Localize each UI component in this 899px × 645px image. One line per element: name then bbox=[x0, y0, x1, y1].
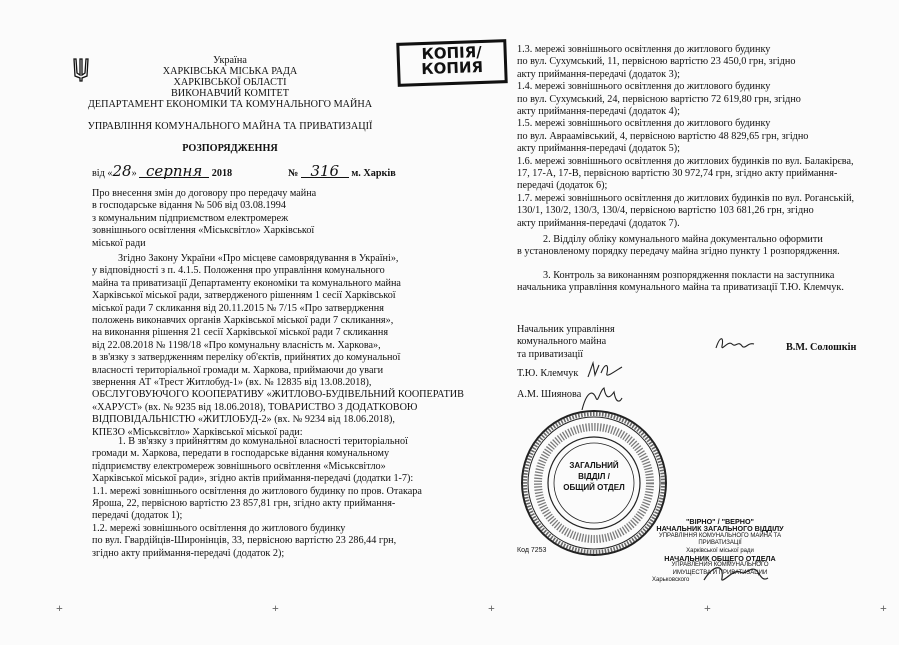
number-line bbox=[288, 162, 396, 180]
item-line: акту приймання-передачі (додаток 3); bbox=[517, 68, 680, 80]
signatory-title bbox=[517, 324, 615, 361]
item-line: передачі (додаток 1); bbox=[92, 510, 183, 522]
coordinator-1: Т.Ю. Клемчук bbox=[517, 368, 579, 379]
item-line: 1.5. мережі зовнішнього освітлення до житлового будинку bbox=[517, 118, 771, 130]
signature-icon bbox=[700, 560, 770, 588]
item-line: 1.2. мережі зовнішнього освітлення до житлового будинку bbox=[92, 522, 346, 534]
certified-stamp-line: УПРАВЛЕНИЯ КОММУНАЛЬНОГО ИМУЩЕСТВА И ПРИВАТИЗАЦИИ bbox=[671, 562, 769, 576]
item-line: по вул. Сухумський, 11, первісною вартістю 23 450,0 грн, згідно bbox=[517, 56, 796, 68]
item-line: 1.1. мережі зовнішнього освітлення до житлового будинку по пров. Отакара bbox=[92, 485, 422, 497]
item-line: підприємству електромереж зовнішнього освітлення «Міськсвітло» bbox=[92, 460, 386, 472]
subject-line: міської ради bbox=[92, 237, 146, 249]
copy-stamp bbox=[396, 39, 507, 87]
preamble-line: майна та приватизації Департаменту економіки та комунального майна bbox=[92, 277, 401, 289]
date-year: 2018 bbox=[211, 168, 233, 179]
date-line bbox=[92, 162, 233, 180]
scan-mark: + bbox=[56, 601, 63, 615]
doc-type-title: РОЗПОРЯДЖЕННЯ bbox=[182, 143, 278, 154]
item-line: акту приймання-передачі (додаток 7). bbox=[517, 217, 680, 229]
item-line: в установленому порядку передачу майна згідно пункту 1 розпорядження. bbox=[517, 246, 840, 258]
item-line: 1.4. мережі зовнішнього освітлення до житлового будинку bbox=[517, 81, 771, 93]
preamble-line: ОБСЛУГОВУЮЧОГО КООПЕРАТИВУ «ЖИТЛОВО-БУДІВЕЛЬНИЙ КООПЕРАТИВ bbox=[92, 389, 464, 401]
preamble-line: положень виконавчих органів Харківської міської ради 7 скликання», bbox=[92, 315, 394, 327]
seal-center-text bbox=[553, 460, 635, 493]
preamble-line: ВІДПОВІДАЛЬНІСТЮ «ЖИТЛОБУД-2» (вх. № 9234 від 18.06.2018), bbox=[92, 414, 395, 426]
coordinator-2: А.М. Шиянова bbox=[517, 389, 582, 400]
seal-text-line: ЗАГАЛЬНИЙ bbox=[569, 461, 619, 470]
subject-block bbox=[92, 188, 326, 250]
signatory-title-line: комунального майна bbox=[517, 336, 607, 348]
preamble-line: від 22.08.2018 № 1198/18 «Про комунальну власність м. Харкова», bbox=[92, 339, 381, 351]
item-line: 17, 17-А, 17-В, первісною вартістю 30 972,74 грн, згідно акту приймання- bbox=[517, 168, 838, 180]
initials-icon bbox=[585, 359, 625, 381]
seal-text-line: ВІДДІЛ / bbox=[578, 472, 610, 481]
preamble-line: «ХАРУСТ» (вх. № 9235 від 18.06.2018), ТОВАРИСТВО З ДОДАТКОВОЮ bbox=[92, 401, 418, 413]
item-line: 1. В зв'язку з прийняттям до комунальної власності територіальної bbox=[118, 436, 408, 447]
header-office: УПРАВЛІННЯ КОМУНАЛЬНОГО МАЙНА ТА ПРИВАТИЗАЦІЇ bbox=[87, 121, 373, 132]
scan-mark: + bbox=[704, 601, 711, 615]
number-label: № bbox=[288, 168, 299, 179]
item-line: 1.6. мережі зовнішнього освітлення до житлових будинків по вул. Балакірєва, bbox=[517, 155, 854, 167]
certified-stamp-line: НАЧАЛЬНИК ОБЩЕГО ОТДЕЛА bbox=[664, 554, 776, 564]
scan-mark: + bbox=[488, 601, 495, 615]
item-line: згідно акту приймання-передачі (додаток 2); bbox=[92, 547, 285, 559]
date-month: серпня bbox=[139, 165, 209, 178]
preamble-line: Харківської міської ради, затвердженого рішенням 1 сесії Харківської bbox=[92, 290, 396, 302]
seal-code: Код 7253 bbox=[517, 547, 547, 554]
item-line: Яроша, 22, первісною вартістю 23 857,81 грн, згідно акту приймання- bbox=[92, 498, 396, 510]
subject-line: Про внесення змін до договору про передачу майна bbox=[92, 188, 317, 199]
item-line: 130/1, 130/2, 130/3, 130/4, первісною вартістю 103 681,26 грн, згідно bbox=[517, 205, 814, 217]
signatory-title-line: та приватизації bbox=[517, 348, 584, 360]
preamble-line: міської ради 7 скликання від 20.11.2015 № 7/15 «Про затвердження bbox=[92, 302, 384, 314]
subject-line: з комунальним підприємством електромереж bbox=[92, 212, 289, 224]
item-line: по вул. Сухумський, 24, первісною вартістю 72 619,80 грн, згідно bbox=[517, 93, 801, 105]
item-1-left bbox=[92, 436, 422, 560]
certified-stamp-line: Харьковского bbox=[652, 577, 690, 584]
date-sep: » bbox=[131, 168, 137, 179]
item-1-right bbox=[517, 44, 855, 230]
header-council: ХАРКІВСЬКА МІСЬКА РАДА bbox=[162, 66, 298, 77]
signatory-name: В.М. Солошкін bbox=[786, 342, 857, 353]
header-country: Україна bbox=[213, 55, 247, 66]
doc-number: 316 bbox=[301, 165, 349, 178]
header-committee: ВИКОНАВЧИЙ КОМІТЕТ bbox=[171, 88, 289, 99]
item-line: акту приймання-передачі (додаток 4); bbox=[517, 106, 680, 118]
preamble-block bbox=[92, 253, 464, 439]
subject-line: зовнішнього освітлення «Міськсвітло» Харківської bbox=[92, 225, 315, 237]
city-label: м. Харків bbox=[351, 168, 396, 179]
item-2 bbox=[517, 234, 855, 259]
seal-text-line: ОБЩИЙ ОТДЕЛ bbox=[563, 483, 625, 492]
item-line: акту приймання-передачі (додаток 5); bbox=[517, 143, 680, 155]
item-line: начальника управління комунального майна та приватизації Т.Ю. Клемчук. bbox=[517, 282, 844, 294]
item-line: по вул. Авраамівський, 4, первісною вартістю 48 829,65 грн, згідно bbox=[517, 130, 809, 142]
preamble-line: звернення АТ «Трест Житлобуд-1» (вх. № 12835 від 13.08.2018), bbox=[92, 377, 372, 389]
date-day: 28 bbox=[112, 162, 132, 180]
item-line: 1.7. мережі зовнішнього освітлення до житлових будинків по вул. Роганській, bbox=[517, 192, 855, 204]
preamble-line: власності територіальної громади м. Харкова, приймаючи до уваги bbox=[92, 364, 384, 376]
scan-mark: + bbox=[880, 601, 887, 615]
date-prefix: від « bbox=[92, 168, 113, 179]
scan-mark: + bbox=[272, 601, 279, 615]
certified-stamp-line: Харківської міської ради bbox=[686, 547, 754, 554]
item-line: громади м. Харкова, передати в господарське відання комунальному bbox=[92, 448, 390, 460]
header-department: ДЕПАРТАМЕНТ ЕКОНОМІКИ ТА КОМУНАЛЬНОГО МАЙНА bbox=[87, 99, 373, 110]
copy-stamp-line-2: КОПИЯ bbox=[421, 57, 484, 79]
header-region: ХАРКІВСЬКОЇ ОБЛАСТІ bbox=[173, 77, 287, 88]
preamble-line: у відповідності з п. 4.1.5. Положення про управління комунального bbox=[92, 265, 385, 277]
subject-line: в господарське відання № 506 від 03.08.1994 bbox=[92, 200, 286, 212]
signature-icon bbox=[712, 334, 756, 356]
certified-stamp-line: УПРАВЛІННЯ КОМУНАЛЬНОГО МАЙНА ТА ПРИВАТИЗАЦІЇ bbox=[658, 532, 782, 547]
item-line: по вул. Гвардійців-Широнінців, 33, первісною вартістю 23 286,44 грн, bbox=[92, 535, 397, 547]
copy-stamp-line-1: КОПІЯ/ bbox=[421, 42, 483, 64]
item-line: 1.3. мережі зовнішнього освітлення до житлового будинку bbox=[517, 44, 771, 55]
certified-stamp-title: "ВІРНО" / "ВЕРНО" bbox=[686, 517, 754, 526]
preamble-line: Згідно Закону України «Про місцеве самоврядування в Україні», bbox=[118, 253, 399, 264]
certified-stamp-line: НАЧАЛЬНИК ЗАГАЛЬНОГО ВІДДІЛУ bbox=[656, 524, 784, 534]
preamble-line: КПЕЗО «Міськсвітло» Харківської міської ради: bbox=[92, 426, 303, 438]
coat-of-arms-icon bbox=[72, 57, 90, 83]
item-line: 3. Контроль за виконанням розпорядження покласти на заступника bbox=[543, 270, 835, 281]
signatory-title-line: Начальник управління bbox=[517, 324, 615, 335]
item-line: передачі (додаток 6); bbox=[517, 180, 608, 192]
item-line: Харківської міської ради», згідно актів приймання-передачі (додатки 1-7): bbox=[92, 473, 414, 485]
preamble-line: в зв'язку з затвердженням переліку об'єктів, прийнятих до комунальної bbox=[92, 352, 401, 364]
preamble-line: на виконання рішення 21 сесії Харківської міської ради 7 скликання bbox=[92, 327, 389, 339]
item-line: 2. Відділу обліку комунального майна документально оформити bbox=[543, 234, 823, 245]
item-3 bbox=[517, 270, 855, 295]
